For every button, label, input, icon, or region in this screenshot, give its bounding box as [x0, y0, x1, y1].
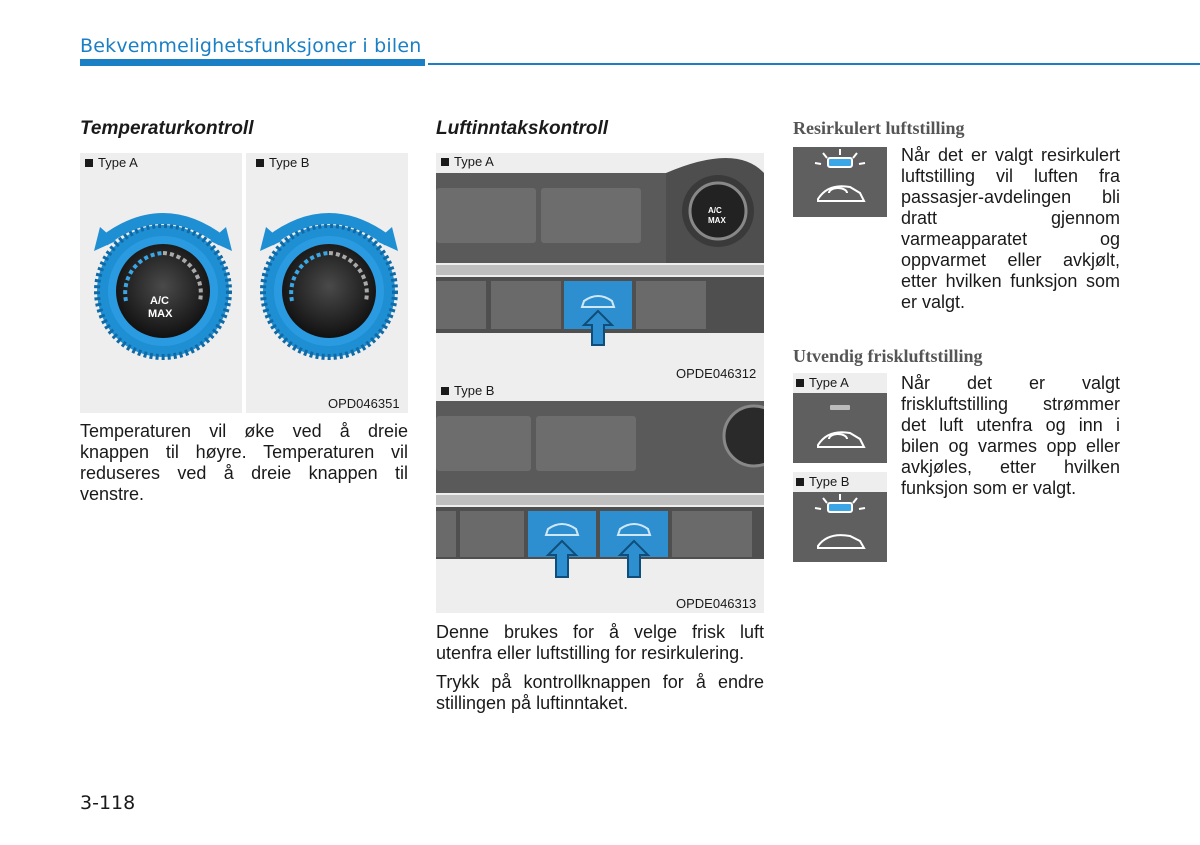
air-intake-paragraph-1: Denne brukes for å velge frisk luft utenfra eller luftstilling for resirkulering.	[436, 622, 764, 663]
figure-code: OPD046351	[328, 396, 400, 411]
type-a-label	[441, 154, 494, 169]
fresh-type-b-figure	[793, 472, 887, 562]
knob-max-label: MAX	[708, 216, 726, 225]
header-title: Bekvemmelighetsfunksjoner i bilen	[80, 35, 422, 57]
temperature-title: Temperaturkontroll	[80, 118, 254, 139]
knob-ac-label: A/C	[150, 295, 169, 307]
fresh-type-a-figure	[793, 373, 887, 463]
temperature-knob-b-icon	[252, 201, 407, 361]
page-number: 3-118	[80, 792, 136, 814]
air-intake-body	[436, 622, 764, 722]
type-a-label	[85, 155, 138, 170]
figure-code: OPDE046312	[676, 366, 757, 381]
header-rule-thin	[428, 63, 1200, 65]
type-b-label	[796, 474, 849, 489]
air-intake-paragraph-2: Trykk på kontrollknappen for å endre stillingen på luftinntaket.	[436, 672, 764, 713]
fresh-body: Når det er valgt friskluftstilling strømmer det luft utenfra og inn i bilen og varmes opp eller avkjøles, etter hvilken funksjon som er valgt.	[901, 373, 1120, 498]
type-b-label	[441, 383, 494, 398]
knob-ac-label: A/C	[708, 206, 722, 215]
temperature-body: Temperaturen vil øke ved å dreie knappen til høyre. Temperaturen vil reduseres ved å dreie knappen til venstre.	[80, 421, 408, 504]
type-a-text: Type A	[809, 375, 849, 390]
temperature-figure	[80, 153, 408, 413]
type-b-text: Type B	[454, 383, 495, 398]
bullet-square-icon	[441, 158, 449, 166]
type-a-label	[796, 375, 849, 390]
fresh-air-mode-b-icon	[793, 492, 887, 562]
type-b-text: Type B	[809, 474, 850, 489]
knob-max-label: MAX	[148, 308, 173, 320]
air-intake-figure-b	[436, 381, 764, 613]
bullet-square-icon	[85, 159, 93, 167]
recirculation-mode-icon	[793, 147, 887, 217]
recirculated-body: Når det er valgt resirkulert luftstilling vil luften fra passasjer-avdelingen bli dratt gjennom varmeapparatet og oppvarmet eller avkjølt, etter hvilken funksjon som er valgt.	[901, 145, 1120, 312]
figure-code: OPDE046313	[676, 596, 757, 611]
air-intake-figure-a	[436, 153, 764, 383]
fresh-air-mode-a-icon	[793, 393, 887, 463]
type-b-label	[256, 155, 309, 170]
control-panel-b-icon	[436, 381, 764, 613]
recirculated-title: Resirkulert luftstilling	[793, 118, 965, 138]
fresh-title: Utvendig friskluftstilling	[793, 346, 983, 366]
temperature-knob-a-icon	[86, 201, 241, 361]
air-intake-title: Luftinntakskontroll	[436, 118, 609, 139]
type-b-text: Type B	[269, 155, 310, 170]
type-a-text: Type A	[98, 155, 138, 170]
bullet-square-icon	[256, 159, 264, 167]
control-panel-a-icon	[436, 153, 764, 383]
bullet-square-icon	[441, 387, 449, 395]
type-a-text: Type A	[454, 154, 494, 169]
header-rule-thick	[80, 59, 425, 66]
bullet-square-icon	[796, 478, 804, 486]
bullet-square-icon	[796, 379, 804, 387]
